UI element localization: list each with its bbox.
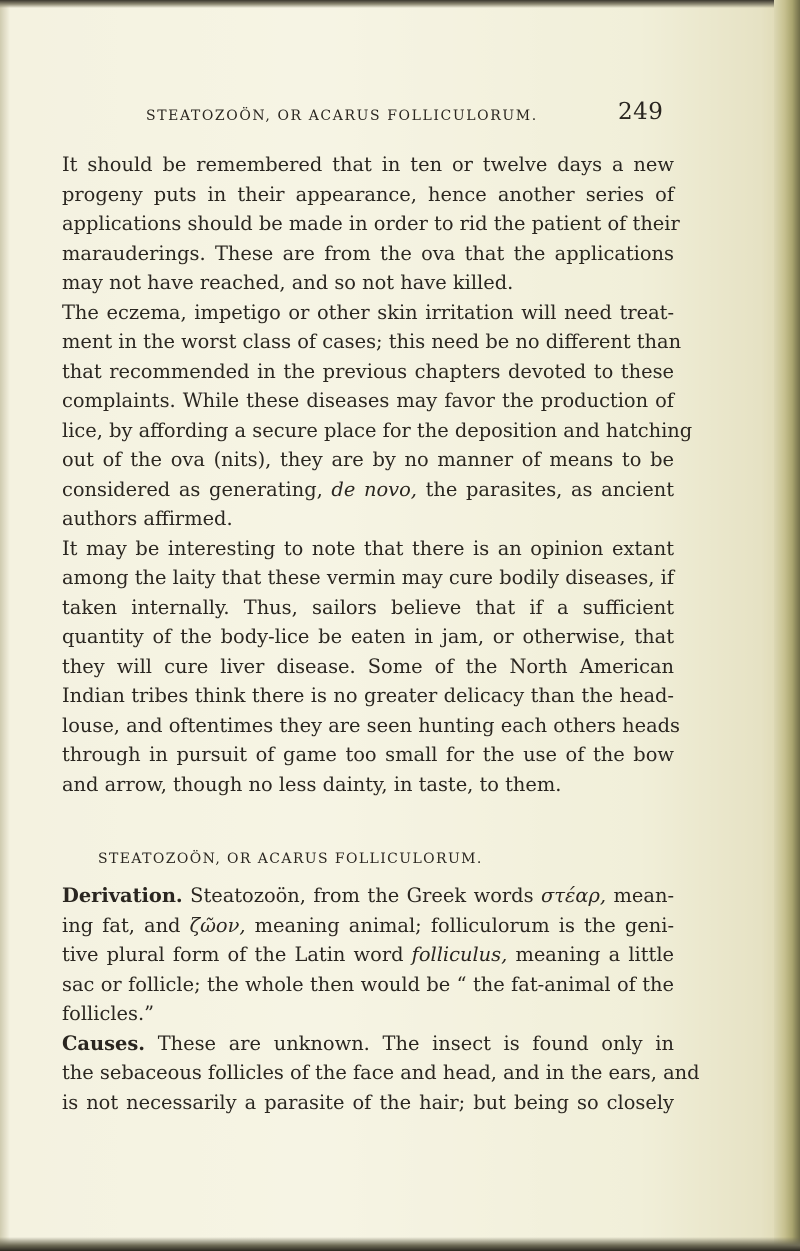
text-line: louse, and oftentimes they are seen hunting each others heads [62,713,680,737]
text-line: Indian tribes think there is no greater delicacy than the head- [62,684,674,707]
text-segment: ing fat, and [62,913,190,937]
text-line: lice, by affording a secure place for the deposition and hatching [62,418,693,442]
text-line: It may be interesting to note that there is an opinion extant [62,536,674,560]
page-top-shadow [0,0,800,8]
text-line: The eczema, impetigo or other skin irritation will need treat- [62,300,674,324]
text-segment: considered as generating, [62,477,332,501]
running-title: STEATOZOÖN, OR ACARUS FOLLICULORUM. [146,108,538,124]
text-line: may not have reached, and so not have killed. [62,271,514,294]
text-segment: mean- [606,884,674,907]
page-number: 249 [618,99,664,125]
text-line [62,1029,674,1059]
body-text-section [62,881,700,1117]
text-line: ment in the worst class of cases; this need be no different than [62,330,682,353]
text-line: through in pursuit of game too small for the use of the bow [62,743,674,766]
page-left-shadow [0,0,10,1251]
latin-word: folliculus, [411,943,508,966]
text-segment: tive plural form of the Latin word [62,943,412,966]
text-line: is not necessarily a parasite of the hair; but being so closely [62,1090,674,1114]
text-segment: meaning a little [507,943,674,966]
text-line: quantity of the body-lice be eaten in jam, or otherwise, that [62,625,674,648]
text-line: out of the ova (nits), they are by no manner of means to be [62,448,674,471]
text-line: among the laity that these vermin may cure bodily diseases, if [62,566,674,589]
section-heading: STEATOZOÖN, OR ACARUS FOLLICULORUM. [98,851,483,867]
text-line: marauderings. These are from the ova that the applications [62,241,674,265]
text-line: and arrow, though no less dainty, in taste, to them. [62,772,562,796]
greek-word: στέαρ, [541,884,607,907]
derivation-label: Derivation. [62,884,183,907]
latin-phrase: de novo, [331,477,417,501]
causes-label: Causes. [62,1031,146,1055]
text-segment: the parasites, as ancient [416,477,674,501]
text-line: follicles.” [62,1002,155,1025]
text-line: authors affirmed. [62,507,233,530]
greek-word: ζῶον, [189,913,246,937]
text-line: they will cure liver disease. Some of the North American [62,654,674,678]
text-line: applications should be made in order to rid the patient of their [62,212,680,235]
text-line: It should be remembered that in ten or twelve days a new [62,153,674,176]
text-line [62,911,674,941]
text-line: complaints. While these diseases may favor the production of [62,389,674,412]
text-line: the sebaceous follicles of the face and head, and in the ears, and [62,1061,700,1084]
text-line: taken internally. Thus, sailors believe that if a sufficient [62,595,674,619]
page-bottom-edge [0,1237,800,1251]
text-line [62,940,674,970]
text-segment: These are unknown. The insect is found only in [145,1031,674,1055]
text-line: progeny puts in their appearance, hence another series of [62,182,674,206]
text-segment: meaning animal; folliculorum is the geni- [245,913,675,937]
text-line: that recommended in the previous chapters devoted to these [62,359,674,383]
text-line [62,475,674,505]
text-segment: Steatozoön, from the Greek words [182,884,542,907]
body-text-top [62,150,693,799]
text-line: sac or follicle; the whole then would be “ the fat-animal of the [62,972,674,996]
page-right-edge [774,0,800,1251]
text-line [62,881,674,911]
